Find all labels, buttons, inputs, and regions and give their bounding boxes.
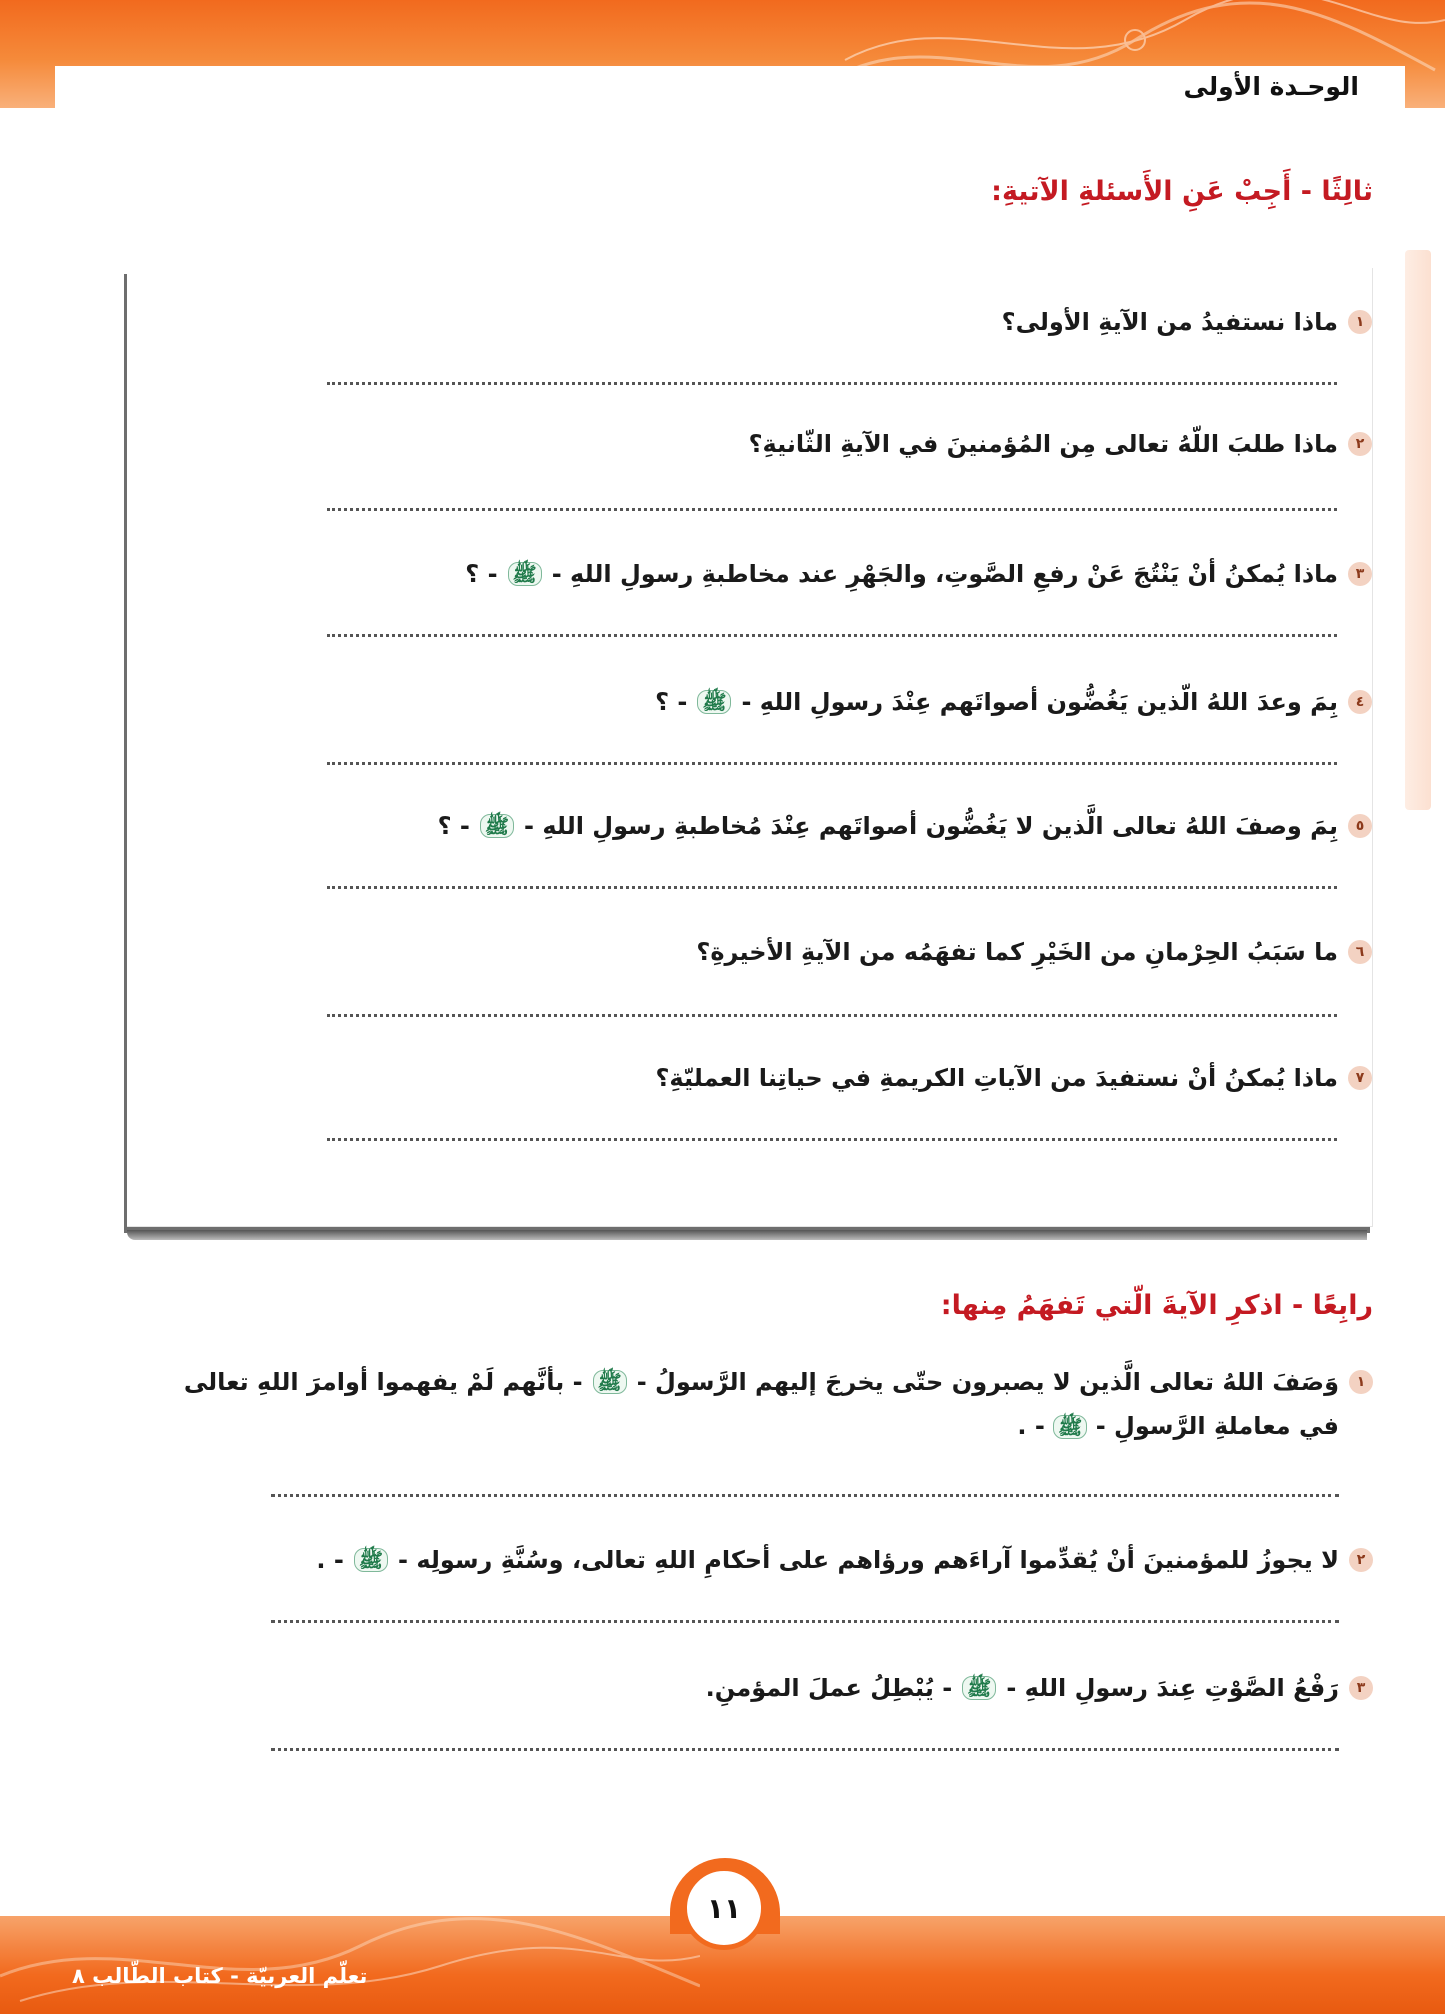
section-3-title-text: - أَجِبْ عَنِ الأَسئلةِ الآتيةِ: (991, 176, 1313, 207)
pbuh-symbol: ﷺ (962, 1676, 996, 1700)
answer-line-1[interactable] (327, 382, 1337, 385)
recall-item-2 (83, 1546, 1373, 1574)
answer-line-2[interactable] (327, 508, 1337, 511)
section-3-title (991, 176, 1373, 207)
questions-box (127, 268, 1373, 1227)
pbuh-symbol: ﷺ (480, 814, 514, 838)
question-7 (142, 1064, 1372, 1092)
question-number-badge: ٤ (1348, 690, 1372, 714)
item-cont-end: - . (1017, 1412, 1045, 1440)
question-number-badge: ١ (1348, 310, 1372, 334)
item-number-badge: ٣ (1349, 1676, 1373, 1700)
item-text: رَفْعُ الصَّوْتِ عِندَ رسولِ اللهِ - (1006, 1674, 1339, 1702)
item-continuation-line (83, 1412, 1339, 1440)
answer-line-4[interactable] (327, 762, 1337, 765)
recall-item-1 (83, 1368, 1373, 1440)
answer-line-3[interactable] (327, 634, 1337, 637)
question-4 (142, 688, 1372, 716)
section-4-title-text: - اذكرِ الآيةَ الّتي تَفهَمُ مِنها: (940, 1290, 1304, 1321)
pbuh-symbol: ﷺ (593, 1370, 627, 1394)
question-end: - ؟ (465, 560, 498, 588)
book-title: تعلّم العربيّة - كتاب الطّالب ٨ (72, 1964, 368, 1988)
section-4-title (941, 1290, 1373, 1321)
question-number-badge: ٧ (1348, 1066, 1372, 1090)
question-text: بِمَ وعدَ اللهُ الّذين يَغُضُّون أصواتَهم عِنْدَ رسولِ اللهِ - (741, 688, 1338, 716)
item-number-badge: ١ (1349, 1370, 1373, 1394)
answer-line-5[interactable] (327, 886, 1337, 889)
question-3 (142, 560, 1372, 588)
item-cont-text: في معاملةِ الرَّسولِ - (1095, 1412, 1339, 1440)
pbuh-symbol: ﷺ (1053, 1415, 1087, 1439)
question-number-badge: ٦ (1348, 940, 1372, 964)
answer-line-7[interactable] (327, 1138, 1337, 1141)
recall-item-3 (83, 1674, 1373, 1702)
side-decorative-strip (1405, 250, 1431, 810)
answer-line-r2[interactable] (271, 1620, 1339, 1623)
unit-label: الوحـدة الأولى (1165, 68, 1377, 106)
question-text: ماذا نستفيدُ من الآيةِ الأولى؟ (1001, 308, 1338, 336)
item-end: - يُبْطِلُ عملَ المؤمنِ. (705, 1674, 953, 1702)
question-end: - ؟ (437, 812, 470, 840)
item-end: - . (316, 1546, 344, 1574)
pbuh-symbol: ﷺ (697, 690, 731, 714)
section-4-number: رابِعًا (1312, 1290, 1373, 1321)
question-1 (142, 308, 1372, 336)
question-2 (142, 430, 1372, 458)
section-3-number: ثالِثًا (1321, 176, 1373, 207)
page-number: ١١ (682, 1866, 766, 1950)
question-end: - ؟ (655, 688, 688, 716)
box-shadow-bar (127, 1230, 1367, 1240)
question-text: ما سَبَبُ الحِرْمانِ من الخَيْرِ كما تفهَمُه من الآيةِ الأخيرةِ؟ (696, 938, 1338, 966)
question-text: بِمَ وصفَ اللهُ تعالى الَّذين لا يَغُضُّون أصواتَهم عِنْدَ مُخاطبةِ رسولِ اللهِ - (524, 812, 1338, 840)
question-number-badge: ٢ (1348, 432, 1372, 456)
question-text: ماذا يُمكنُ أنْ نستفيدَ من الآياتِ الكريمةِ في حياتِنا العمليّةِ؟ (655, 1064, 1338, 1092)
item-number-badge: ٢ (1349, 1548, 1373, 1572)
answer-line-6[interactable] (327, 1014, 1337, 1017)
question-number-badge: ٣ (1348, 562, 1372, 586)
item-text: لا يجوزُ للمؤمنينَ أنْ يُقدِّموا آراءَهم ورؤاهم على أحكامِ اللهِ تعالى، وسُنَّةِ رسولِه - (398, 1546, 1339, 1574)
item-text-continued: - بأنَّهم لَمْ يفهموا أوامرَ اللهِ تعالى (183, 1368, 583, 1396)
pbuh-symbol: ﷺ (354, 1548, 388, 1572)
item-text: وَصَفَ اللهُ تعالى الَّذين لا يصبرون حتّى يخرجَ إليهم الرَّسولُ - (636, 1368, 1339, 1396)
answer-line-r3[interactable] (271, 1748, 1339, 1751)
question-6 (142, 938, 1372, 966)
pbuh-symbol: ﷺ (508, 562, 542, 586)
question-text: ماذا طلبَ اللّهُ تعالى مِن المُؤمنينَ في الآيةِ الثّانيةِ؟ (748, 430, 1338, 458)
question-number-badge: ٥ (1348, 814, 1372, 838)
question-text: ماذا يُمكنُ أنْ يَنْتُجَ عَنْ رفعِ الصَّوتِ، والجَهْرِ عند مخاطبةِ رسولِ اللهِ - (551, 560, 1338, 588)
question-5 (142, 812, 1372, 840)
answer-line-r1[interactable] (271, 1494, 1339, 1497)
